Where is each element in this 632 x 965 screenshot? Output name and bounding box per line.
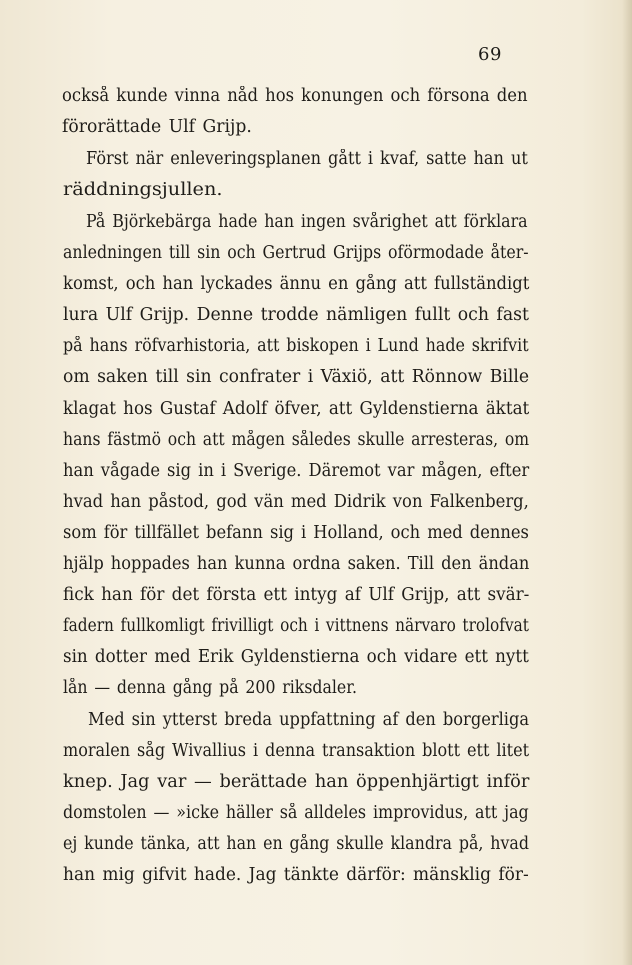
text-line: moralen såg Wivallius i denna transaktion blott ett litet [63, 741, 530, 761]
text-line: komst, och han lyckades ännu en gång att fullständigt [63, 274, 530, 294]
text-line: räddningsjullen. [63, 180, 223, 200]
text-line: domstolen — »icke häller så alldeles improvidus, att jag [63, 803, 529, 823]
text-line: Först när enleveringsplanen gått i kvaf, satte han ut [86, 149, 528, 169]
text-line: klagat hos Gustaf Adolf öfver, att Gyldenstierna äktat [63, 399, 530, 419]
text-line: På Björkebärga hade han ingen svårighet att förklara [86, 212, 528, 232]
text-line: knep. Jag var — berättade han öppenhjärtigt inför [63, 772, 530, 792]
text-line: anledningen till sin och Gertrud Grijps oförmodade åter- [63, 243, 529, 263]
text-line: han mig gifvit hade. Jag tänkte därför: mänsklig för- [63, 865, 529, 885]
text-line: hvad han påstod, god vän med Didrik von Falkenberg, [63, 492, 529, 512]
page-edge-shadow [622, 0, 632, 965]
text-line: som för tillfället befann sig i Holland, och med dennes [63, 523, 529, 543]
text-line: sin dotter med Erik Gyldenstierna och vidare ett nytt [63, 647, 529, 667]
text-line: Med sin ytterst breda uppfattning af den borgerliga [88, 710, 530, 730]
text-line: lura Ulf Grijp. Denne trodde nämligen fullt och fast [63, 305, 529, 325]
text-line: på hans röfvarhistoria, att biskopen i Lund hade skrifvit [63, 336, 529, 356]
text-line: han vågade sig in i Sverige. Däremot var mågen, efter [63, 461, 530, 481]
text-line: hjälp hoppades han kunna ordna saken. Till den ändan [63, 554, 530, 574]
text-line: om saken till sin confrater i Växiö, att Rönnow Bille [63, 367, 530, 387]
text-line: också kunde vinna nåd hos konungen och försona den [62, 86, 528, 106]
text-line: fick han för det första ett intyg af Ulf Grijp, att svär- [63, 585, 530, 605]
page-number: 69 [478, 44, 502, 65]
text-line: lån — denna gång på 200 riksdaler. [63, 678, 358, 698]
text-line: hans fästmö och att mågen således skulle arresteras, om [63, 430, 530, 450]
text-line: ej kunde tänka, att han en gång skulle klandra på, hvad [63, 834, 529, 854]
text-line: förorättade Ulf Grijp. [62, 117, 252, 137]
text-line: fadern fullkomligt frivilligt och i vittnens närvaro trolofvat [63, 616, 529, 636]
